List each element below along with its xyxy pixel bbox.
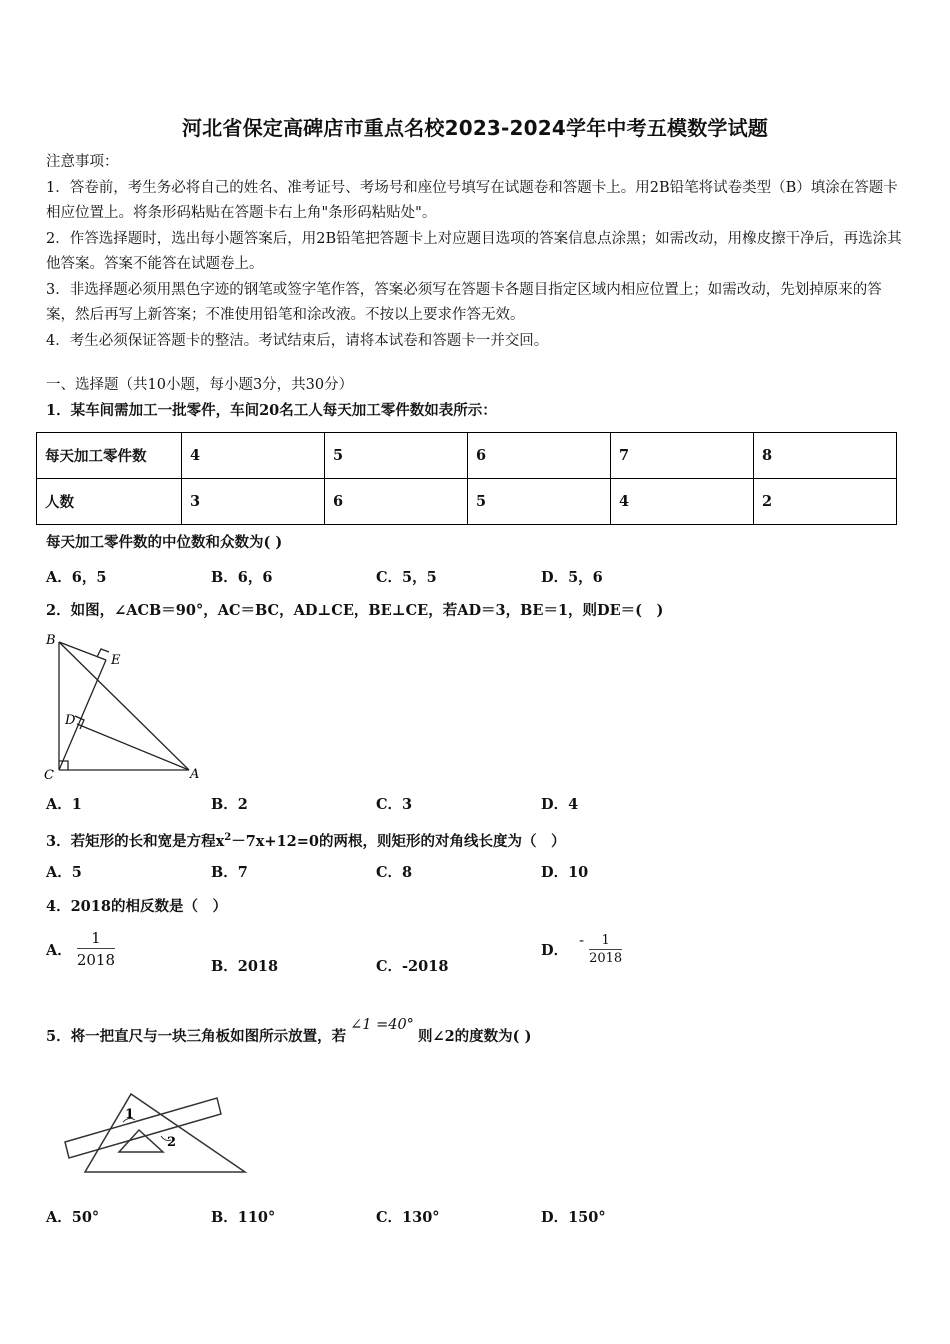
q2-option-c: C．3: [376, 796, 413, 813]
q3-stem-a: 3．若矩形的长和宽是方程x: [46, 832, 225, 850]
table-cell: 2: [754, 479, 897, 525]
q4-option-c: C．-2018: [376, 958, 449, 975]
q5-option-d: D．150°: [541, 1209, 606, 1226]
q2-figure: [40, 628, 210, 788]
q4-option-b: B．2018: [211, 958, 279, 975]
q5-stem: [46, 1017, 532, 1050]
q1-option-b: B．6，6: [211, 569, 273, 586]
label-d: D: [65, 713, 76, 728]
q2-option-b: B．2: [211, 796, 248, 813]
table-cell: 3: [182, 479, 325, 525]
q3-stem-b: －7x+12=0的两根，则矩形的对角线长度为（ ）: [231, 832, 566, 850]
label-b: B: [46, 633, 56, 648]
q5-option-c: C．130°: [376, 1209, 440, 1226]
table-cell: 7: [611, 433, 754, 479]
table-cell: 4: [611, 479, 754, 525]
notice-item: 2．作答选择题时，选出每小题答案后，用2B铅笔把答题卡上对应题目选项的答案信息点涂黑；如需改动，用橡皮擦干净后，再选涂其他答案。答案不能答在试题卷上。: [46, 230, 902, 272]
q5-figure: [55, 1078, 255, 1178]
q1-question: 每天加工零件数的中位数和众数为( ): [46, 534, 283, 551]
notice-item: 1．答卷前，考生务必将自己的姓名、准考证号、考场号和座位号填写在试题卷和答题卡上。用2B铅笔将试卷类型（B）填涂在答题卡相应位置上。将条形码粘贴在答题卡右上角"条形码粘贴处"。: [46, 179, 898, 221]
table-cell: 5: [325, 433, 468, 479]
q1-option-d: D．5，6: [541, 569, 603, 586]
q2-stem: 2．如图，∠ACB＝90°，AC＝BC，AD⊥CE，BE⊥CE，若AD＝3，BE＝1，则DE＝( ): [46, 602, 664, 619]
table-cell: 8: [754, 433, 897, 479]
q1-option-c: C．5，5: [376, 569, 437, 586]
table-row: [37, 433, 897, 479]
table-cell: 4: [182, 433, 325, 479]
q3-stem: [46, 825, 566, 854]
section-heading: 一、选择题（共10小题，每小题3分，共30分）: [46, 377, 354, 393]
q1-table: [36, 432, 897, 525]
q4-option-d-label: D．: [541, 942, 569, 959]
q4-option-d: [541, 932, 622, 967]
notice-heading: 注意事项：: [46, 154, 119, 170]
table-cell: 5: [468, 479, 611, 525]
angle-label-2: 2: [167, 1135, 177, 1150]
table-row: [37, 479, 897, 525]
q5-option-a: A．50°: [46, 1209, 100, 1226]
q2-option-a: A．1: [46, 796, 82, 813]
notice-item: 4．考生必须保证答题卡的整洁。考试结束后，请将本试卷和答题卡一并交回。: [46, 332, 549, 349]
page-title: 河北省保定高碑店市重点名校2023-2024学年中考五模数学试题: [181, 116, 769, 140]
q4-option-a-label: A．: [46, 942, 72, 959]
q3-option-a: A．5: [46, 864, 82, 881]
q5-option-b: B．110°: [211, 1209, 276, 1226]
table-cell: 人数: [37, 479, 182, 525]
fraction-denominator: 2018: [76, 951, 116, 969]
q5-formula: ∠1 =40°: [350, 1017, 414, 1033]
q2-option-d: D．4: [541, 796, 579, 813]
q3-option-c: C．8: [376, 864, 413, 881]
q3-option-d: D．10: [541, 864, 589, 881]
q5-stem-b: 则∠2的度数为( ): [417, 1028, 532, 1045]
q3-superscript: 2: [224, 832, 232, 843]
table-cell: 6: [468, 433, 611, 479]
fraction-denominator: 2018: [589, 951, 623, 966]
angle-label-1: 1: [125, 1107, 135, 1122]
q5-stem-a: 5．将一把直尺与一块三角板如图所示放置，若: [46, 1028, 347, 1045]
q1-stem: 1．某车间需加工一批零件，车间20名工人每天加工零件数如表所示：: [46, 402, 497, 419]
q4-option-a-fraction: [77, 928, 115, 971]
fraction-numerator: 1: [589, 932, 622, 950]
q4-option-d-sign: -: [579, 932, 585, 949]
label-c: C: [44, 768, 54, 783]
notice-item: 3．非选择题必须用黑色字迹的钢笔或签字笔作答，答案必须写在答题卡各题目指定区域内相应位置上；如需改动，先划掉原来的答案，然后再写上新答案；不准使用铅笔和涂改液。不按以上要求作答无效。: [46, 281, 882, 323]
q3-option-b: B．7: [211, 864, 248, 881]
q4-stem: 4．2018的相反数是（ ）: [46, 898, 227, 915]
fraction-numerator: 1: [77, 928, 115, 949]
notice-block: [46, 150, 908, 354]
table-cell: 每天加工零件数: [37, 433, 182, 479]
label-e: E: [111, 653, 121, 668]
q4-option-a: [46, 928, 115, 971]
table-cell: 6: [325, 479, 468, 525]
q4-option-d-fraction: [589, 932, 622, 967]
q1-option-a: A．6，5: [46, 569, 107, 586]
label-a: A: [190, 767, 200, 782]
